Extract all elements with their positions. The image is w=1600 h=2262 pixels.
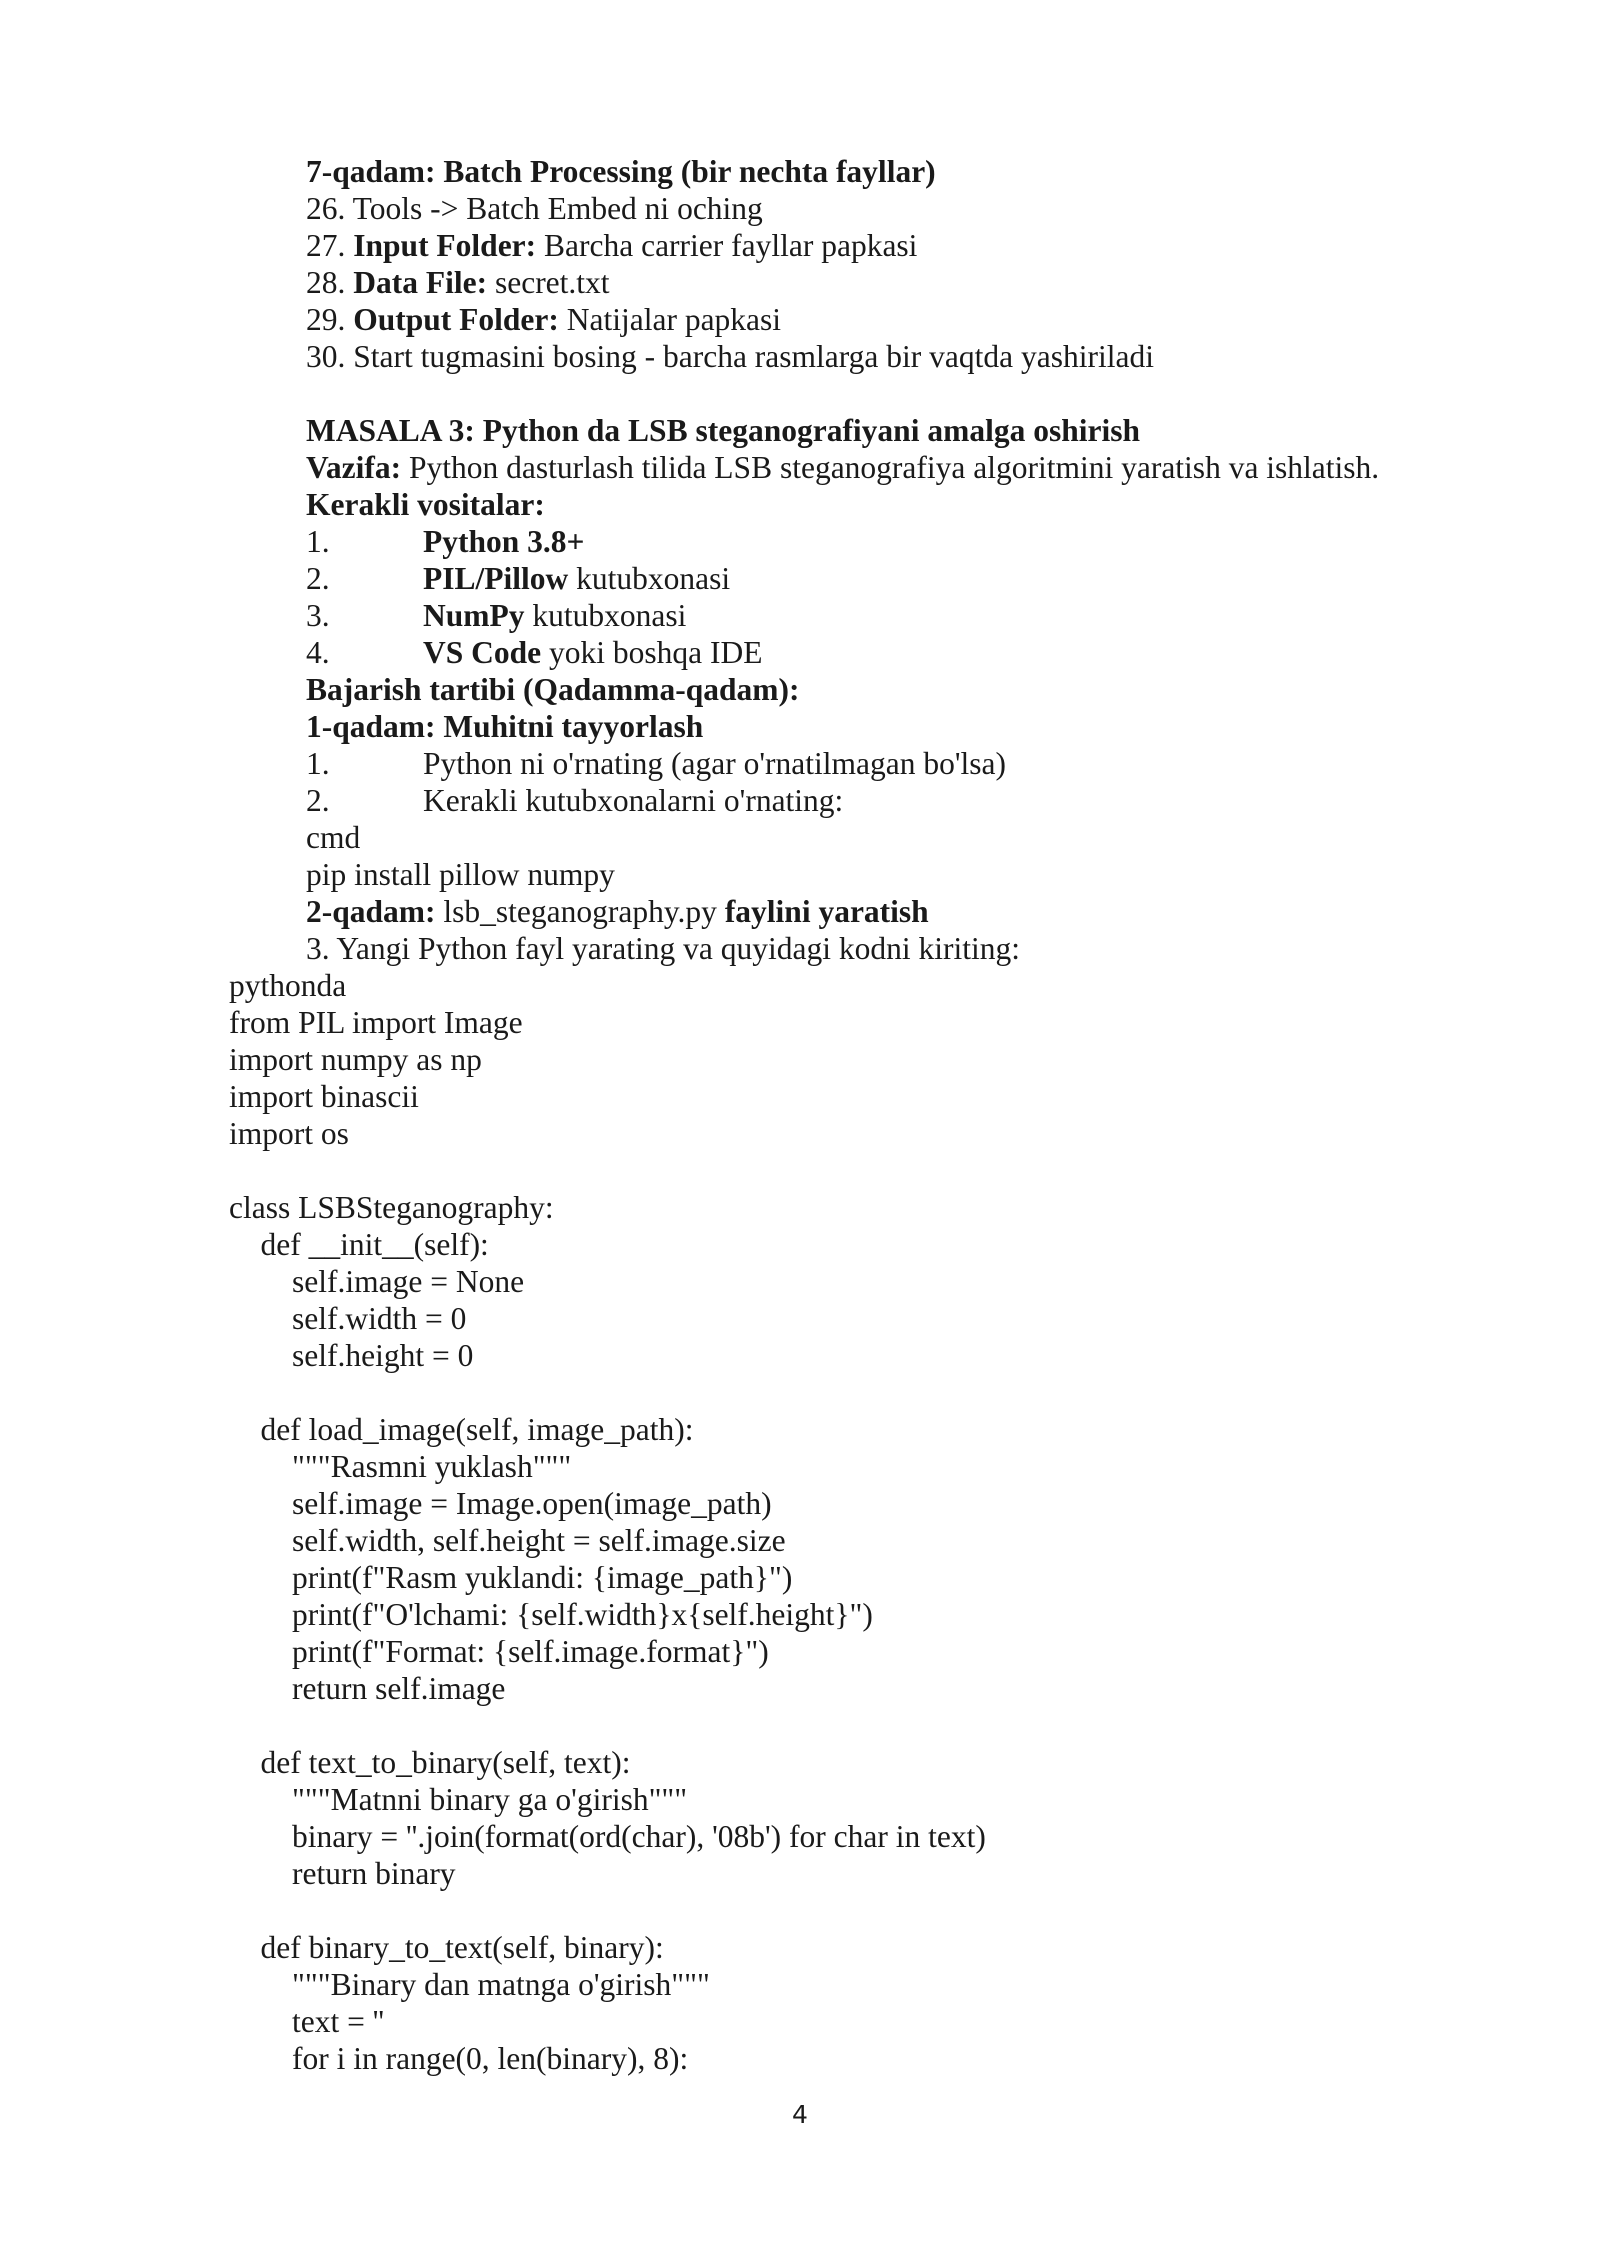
tool-item: 2. PIL/Pillow kutubxonasi — [306, 561, 731, 596]
code-line: return self.image — [229, 1671, 506, 1706]
step1-item: 2. Kerakli kutubxonalarni o'rnating: — [306, 783, 844, 818]
step7-heading: 7-qadam: Batch Processing (bir nechta fayllar) — [306, 154, 936, 189]
code-line: """Binary dan matnga o'girish""" — [229, 1967, 710, 2002]
step2-heading: 2-qadam: lsb_steganography.py faylini yaratish — [306, 894, 929, 929]
code-line: from PIL import Image — [229, 1005, 523, 1040]
code-line: self.image = None — [229, 1264, 525, 1299]
code-line: import binascii — [229, 1079, 419, 1114]
tool-item: 1. Python 3.8+ — [306, 524, 585, 559]
code-line: binary = ''.join(format(ord(char), '08b') for char in text) — [229, 1819, 986, 1854]
list-item-29: 29. Output Folder: Natijalar papkasi — [306, 302, 782, 337]
code-line: import os — [229, 1116, 349, 1151]
step2-item-3: 3. Yangi Python fayl yarating va quyidagi kodni kiriting: — [306, 931, 1020, 966]
list-item-27: 27. Input Folder: Barcha carrier fayllar papkasi — [306, 228, 918, 263]
step1-item: 1. Python ni o'rnating (agar o'rnatilmagan bo'lsa) — [306, 746, 1007, 781]
code-line: def __init__(self): — [229, 1227, 489, 1262]
code-line: return binary — [229, 1856, 456, 1891]
code-line: self.width, self.height = self.image.size — [229, 1523, 786, 1558]
code-line: def load_image(self, image_path): — [229, 1412, 694, 1447]
code-line: import numpy as np — [229, 1042, 482, 1077]
step1-heading: 1-qadam: Muhitni tayyorlash — [306, 709, 704, 744]
cmd-label: cmd — [306, 820, 361, 855]
code-line: for i in range(0, len(binary), 8): — [229, 2041, 689, 2076]
code-line: """Rasmni yuklash""" — [229, 1449, 572, 1484]
tools-heading: Kerakli vositalar: — [306, 487, 545, 522]
code-line: """Matnni binary ga o'girish""" — [229, 1782, 688, 1817]
code-line: self.image = Image.open(image_path) — [229, 1486, 772, 1521]
task-description: Vazifa: Python dasturlash tilida LSB steganografiya algoritmini yaratish va ishlatish. — [306, 450, 1380, 485]
code-line: class LSBSteganography: — [229, 1190, 554, 1225]
code-line: pythonda — [229, 968, 347, 1003]
code-line: print(f"O'lchami: {self.width}x{self.height}") — [229, 1597, 873, 1632]
cmd-command: pip install pillow numpy — [306, 857, 615, 892]
masala3-title: MASALA 3: Python da LSB steganografiyani amalga oshirish — [306, 413, 1140, 448]
code-line: print(f"Rasm yuklandi: {image_path}") — [229, 1560, 793, 1595]
tool-item: 4. VS Code yoki boshqa IDE — [306, 635, 763, 670]
tool-item: 3. NumPy kutubxonasi — [306, 598, 687, 633]
list-item-30: 30. Start tugmasini bosing - barcha rasmlarga bir vaqtda yashiriladi — [306, 339, 1154, 374]
list-item-26: 26. Tools -> Batch Embed ni oching — [306, 191, 763, 226]
code-line: self.width = 0 — [229, 1301, 467, 1336]
code-line: print(f"Format: {self.image.format}") — [229, 1634, 769, 1669]
code-line: text = '' — [229, 2004, 385, 2039]
page-number: 4 — [792, 2100, 808, 2129]
code-line: def binary_to_text(self, binary): — [229, 1930, 664, 1965]
list-item-28: 28. Data File: secret.txt — [306, 265, 610, 300]
procedure-heading: Bajarish tartibi (Qadamma-qadam): — [306, 672, 800, 707]
code-line: self.height = 0 — [229, 1338, 474, 1373]
code-line: def text_to_binary(self, text): — [229, 1745, 631, 1780]
